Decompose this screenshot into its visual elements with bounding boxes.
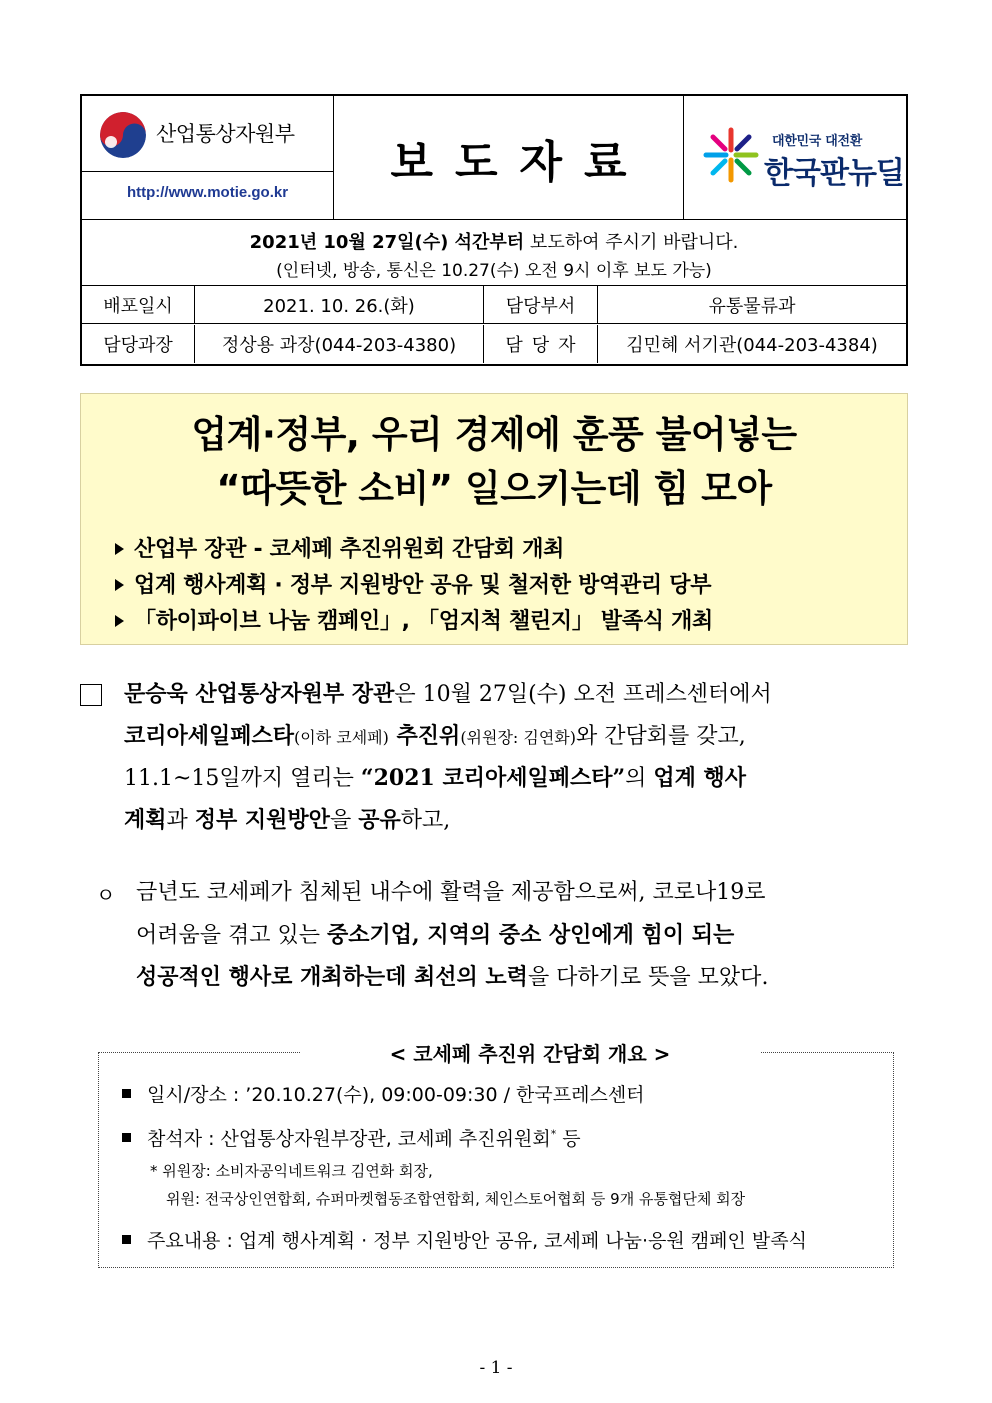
- paragraph-aside: (이하 코세페): [294, 728, 389, 747]
- overview-item-text: 주요내용 : 업계 행사계획 · 정부 지원방안 공유, 코세페 나눔·응원 캠페인 발족식: [147, 1230, 807, 1252]
- ministry-logo-area: [82, 96, 333, 172]
- paragraph-text: 어려움을 겪고 있는: [136, 923, 327, 948]
- paragraph-line: [124, 678, 772, 718]
- overview-item: [122, 1080, 645, 1107]
- chief-label: 담당과장: [82, 325, 195, 363]
- paragraph-line: 금년도 코세페가 침체된 내수에 활력을 제공함으로써, 코로나19로: [136, 880, 766, 905]
- ministry-name: 산업통상자원부: [156, 122, 295, 146]
- doc-title: 보도자료: [390, 137, 649, 188]
- footnote-mark: *: [550, 1127, 557, 1141]
- info-row-1: [82, 286, 906, 324]
- headline-line-2: “따뜻한 소비” 일으키는데 힘 모아: [216, 467, 772, 510]
- embargo-line: [82, 228, 906, 254]
- ministry-website-link[interactable]: http://www.motie.go.kr: [126, 184, 289, 201]
- paragraph-line: [124, 720, 746, 760]
- dept-label: 담당부서: [484, 286, 598, 323]
- paragraph-text: 을 다하기로 뜻을 모았다.: [527, 965, 769, 990]
- committee-name: 추진위: [388, 723, 461, 749]
- headline-bullet-text: 산업부 장관 - 코세페 추진위원회 간담회 개최: [134, 537, 565, 562]
- header-row: [82, 96, 906, 220]
- checkbox-bullet-icon: [80, 684, 102, 706]
- release-label: 배포일시: [82, 286, 195, 323]
- paragraph-text: 와 간담회를 갖고,: [576, 724, 746, 749]
- paragraph-line: [136, 961, 768, 1001]
- paragraph-emphasis: 중소기업, 지역의 중소 상인에게 힘이 되는: [327, 922, 735, 948]
- paragraph-text: 과: [166, 808, 195, 833]
- paragraph-text: 하고,: [400, 808, 451, 833]
- chief-value: 정상용 과장(044-203-4380): [195, 325, 484, 363]
- release-value: 2021. 10. 26.(화): [195, 286, 484, 323]
- overview-note: * 위원장: 소비자공익네트워크 김연화 회장,: [150, 1162, 433, 1180]
- paragraph-emphasis: 성공적인 행사로 개최하는데 최선의 노력: [136, 964, 528, 990]
- paragraph-text: 11.1~15일까지 열리는: [124, 766, 361, 791]
- triangle-bullet-icon: [115, 543, 124, 555]
- paragraph-text: 은 10월 27일(수) 오전 프레스센터에서: [394, 682, 772, 707]
- overview-item: [122, 1226, 807, 1253]
- info-row-2: [82, 325, 906, 363]
- overview-title: < 코세페 추진위 간담회 개요 >: [389, 1042, 671, 1066]
- paragraph-text: 의: [625, 766, 654, 791]
- paragraph-line: [136, 919, 734, 959]
- embargo-text: 보도하여 주시기 바랍니다.: [524, 232, 739, 253]
- paragraph-emphasis: 공유: [358, 807, 401, 833]
- headline-bullets: [115, 532, 713, 640]
- overview-item: [122, 1124, 581, 1151]
- overview-note: 위원: 전국상인연합회, 슈퍼마켓협동조합연합회, 체인스토어협회 등 9개 유통협단체 회장: [166, 1190, 746, 1208]
- event-title: “2021 코리아세일페스타”: [360, 765, 626, 791]
- paragraph-text: 을: [329, 808, 359, 833]
- headline-box: [80, 393, 908, 645]
- headline-bullet-text: 업계 행사계획 · 정부 지원방안 공유 및 철저한 방역관리 당부: [134, 573, 712, 598]
- minister-name: 문승욱 산업통상자원부 장관: [124, 681, 395, 707]
- paragraph-emphasis: 업계 행사: [653, 765, 747, 791]
- event-name: 코리아세일페스타: [124, 723, 295, 749]
- square-bullet-icon: [122, 1089, 131, 1098]
- triangle-bullet-icon: [115, 615, 124, 627]
- newdeal-burst-icon: [702, 126, 760, 184]
- overview-item-text: 등: [556, 1128, 581, 1150]
- headline-bullet: [115, 568, 713, 604]
- paragraph-emphasis: 정부 지원방안: [194, 807, 330, 833]
- embargo-date: 2021년 10월 27일(수) 석간부터: [249, 232, 525, 253]
- ministry-logo-cell: [82, 96, 334, 220]
- square-bullet-icon: [122, 1133, 131, 1142]
- paragraph-line: [124, 762, 746, 802]
- headline-bullet: [115, 604, 713, 640]
- staff-label: 담당자: [505, 335, 585, 356]
- embargo-row: [82, 220, 906, 286]
- overview-item-text: 일시/장소 : ’20.10.27(수), 09:00-09:30 / 한국프레스센터: [147, 1084, 645, 1106]
- paragraph-aside: (위원장: 김연화): [460, 728, 577, 747]
- triangle-bullet-icon: [115, 579, 124, 591]
- taeguk-emblem-icon: [100, 112, 146, 158]
- overview-item-text: 참석자 : 산업통상자원부장관, 코세페 추진위원회: [147, 1128, 551, 1150]
- newdeal-title: 한국판뉴딜: [764, 156, 904, 191]
- headline-bullet: [115, 532, 713, 568]
- staff-value: 김민혜 서기관(044-203-4384): [626, 335, 878, 356]
- circle-bullet-icon: ㅇ: [96, 883, 116, 907]
- paragraph-line: [124, 804, 450, 844]
- square-bullet-icon: [122, 1235, 131, 1244]
- newdeal-logo-cell: [684, 96, 906, 220]
- paragraph-emphasis: 계획: [124, 807, 167, 833]
- page-number: - 1 -: [479, 1358, 513, 1378]
- press-header-table: [80, 94, 908, 366]
- embargo-note: (인터넷, 방송, 통신은 10.27(수) 오전 9시 이후 보도 가능): [276, 261, 712, 281]
- newdeal-tagline: 대한민국 대전환: [772, 134, 863, 149]
- headline-bullet-text: 「하이파이브 나눔 캠페인」, 「엄지척 챌린지」 발족식 개최: [134, 609, 714, 634]
- dept-value: 유통물류과: [708, 295, 796, 317]
- staff-label-cell: [484, 325, 598, 363]
- headline-line-1: 업계·정부, 우리 경제에 훈풍 불어넣는: [191, 413, 797, 456]
- doc-title-cell: [334, 96, 684, 220]
